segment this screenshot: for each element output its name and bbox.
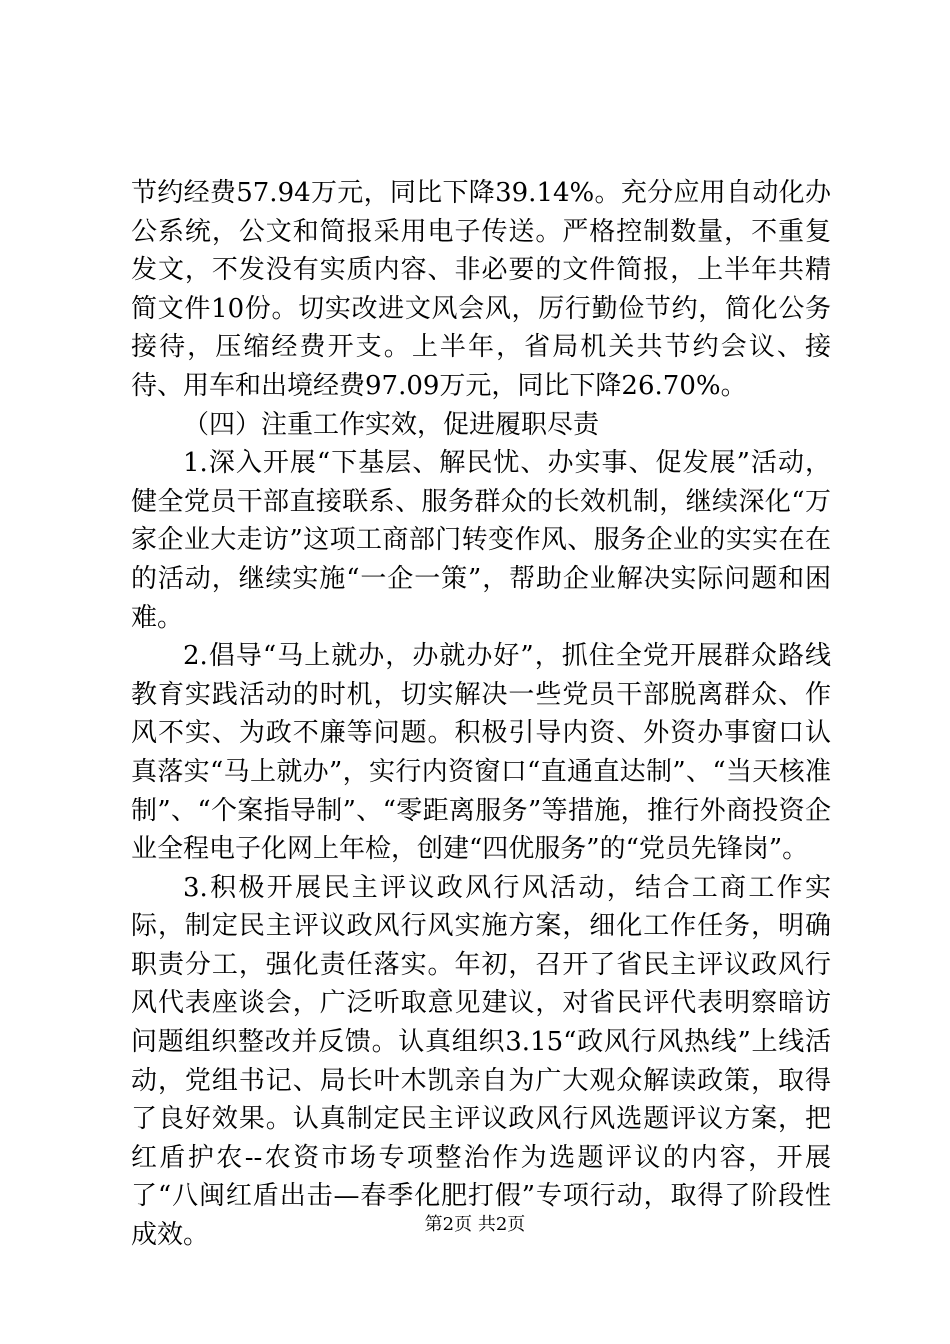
paragraph-1: 节约经费57.94万元，同比下降39.14%。充分应用自动化办公系统，公文和简报采用电子传送。严格控制数量，不重复发文，不发没有实质内容、非必要的文件简报，上半年共精简文件10份。切实改进文风会风，厉行勤俭节约，简化公务接待，压缩经费开支。上半年，省局机关共节约会议、接待、用车和出境经费97.09万元，同比下降26.70%。 bbox=[131, 178, 831, 401]
paragraph-item-3: 3.积极开展民主评议政风行风活动，结合工商工作实际，制定民主评议政风行风实施方案，细化工作任务，明确职责分工，强化责任落实。年初，召开了省民主评议政风行风代表座谈会，广泛听取意见建议，对省民评代表明察暗访问题组织整改并反馈。认真组织3.15“政风行风热线”上线活动，党组书记、局长叶木凯亲自为广大观众解读政策，取得了良好效果。认真制定民主评议政风行风选题评议方案，把红盾护农--农资市场专项整治作为选题评议的内容，开展了“八闽红盾出击—春季化肥打假”专项行动，取得了阶段性成效。 bbox=[131, 872, 831, 1251]
page-footer bbox=[0, 1214, 950, 1236]
document-body bbox=[131, 174, 831, 1255]
paragraph-item-2: 2.倡导“马上就办，办就办好”，抓住全党开展群众路线教育实践活动的时机，切实解决一些党员干部脱离群众、作风不实、为政不廉等问题。积极引导内资、外资办事窗口认真落实“马上就办”，实行内资窗口“直通直达制”、“当天核准制”、“个案指导制”、“零距离服务”等措施，推行外商投资企业全程电子化网上年检，创建“四优服务”的“党员先锋岗”。 bbox=[131, 641, 831, 865]
paragraph-item-1: 1.深入开展“下基层、解民忧、办实事、促发展”活动，健全党员干部直接联系、服务群众的长效机制，继续深化“万家企业大走访”这项工商部门转变作风、服务企业的实实在在的活动，继续实施“一企一策”，帮助企业解决实际问题和困难。 bbox=[131, 448, 831, 633]
section-heading-4: （四）注重工作实效，促进履职尽责 bbox=[183, 409, 600, 440]
page-number-label: 第2页 共2页 bbox=[424, 1214, 526, 1235]
